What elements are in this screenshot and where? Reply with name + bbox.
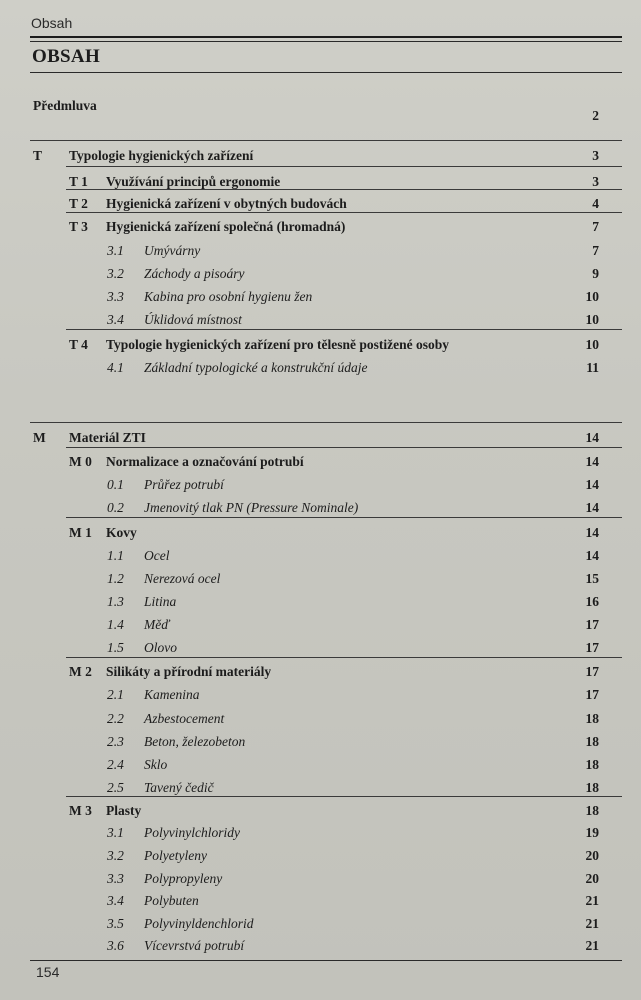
toc-entry [0, 638, 641, 658]
toc-entry-page: 3 [592, 148, 599, 163]
toc-entry-number: 1.4 [107, 617, 124, 632]
section-rule [30, 422, 622, 423]
toc-entry-title: Polyvinylchloridy [144, 825, 240, 840]
toc-entry-number: T 4 [69, 337, 88, 352]
toc-entry-page: 2 [592, 108, 599, 123]
toc-entry-page: 9 [592, 266, 599, 281]
toc-entry-title: Úklidová místnost [144, 312, 242, 327]
toc-entry-page: 14 [585, 500, 599, 515]
subsection-rule [66, 212, 622, 213]
toc-entry-title: Typologie hygienických zařízení [69, 148, 254, 163]
toc-entry-page: 17 [585, 640, 599, 655]
toc-entry-title: Typologie hygienických zařízení pro tělesně postižené osoby [106, 337, 449, 352]
footer-rule [30, 960, 622, 961]
toc-entry-title: Litina [144, 594, 177, 609]
toc-entry [0, 310, 641, 330]
toc-entry-page: 4 [592, 196, 599, 211]
toc-entry [0, 287, 641, 307]
toc-entry-page: 17 [585, 664, 599, 679]
toc-entry [0, 428, 641, 448]
subsection-rule [66, 796, 622, 797]
running-head: Obsah [31, 15, 73, 31]
toc-entry-number: 3.4 [107, 893, 124, 908]
toc-entry [0, 869, 641, 889]
toc-entry-title: Olovo [144, 640, 177, 655]
toc-entry-number: 0.2 [107, 500, 124, 515]
subsection-rule [66, 329, 622, 330]
page-number: 154 [36, 964, 60, 980]
toc-entry-title: Využívání principů ergonomie [106, 174, 281, 189]
toc-entry-title: Azbestocement [144, 711, 225, 726]
toc-entry-page: 17 [585, 687, 599, 702]
toc-entry-number: M [33, 430, 46, 445]
toc-entry-title: Základní typologické a konstrukční údaje [144, 360, 368, 375]
toc-entry [0, 801, 641, 821]
toc-entry-number: T 3 [69, 219, 88, 234]
toc-entry [0, 823, 641, 843]
toc-entry-page: 10 [585, 289, 599, 304]
subsection-rule [66, 166, 622, 167]
toc-entry [0, 685, 641, 705]
toc-entry [0, 452, 641, 472]
toc-entry-page: 7 [592, 243, 599, 258]
subsection-rule [66, 189, 622, 190]
toc-entry-page: 14 [585, 454, 599, 469]
toc-entry [0, 755, 641, 775]
toc-entry [0, 475, 641, 495]
toc-entry [0, 936, 641, 956]
toc-entry-title: Průřez potrubí [144, 477, 224, 492]
toc-entry-number: 4.1 [107, 360, 124, 375]
toc-entry-page: 14 [585, 525, 599, 540]
toc-entry-title: Normalizace a označování potrubí [106, 454, 304, 469]
toc-entry-page: 21 [585, 916, 599, 931]
page-title: OBSAH [32, 46, 101, 67]
toc-entry-title: Hygienická zařízení společná (hromadná) [106, 219, 346, 234]
toc-entry [0, 546, 641, 566]
toc-entry-page: 21 [585, 893, 599, 908]
toc-entry [0, 194, 641, 214]
toc-entry-number: 3.3 [107, 289, 124, 304]
toc-entry-title: Plasty [106, 803, 142, 818]
toc-entry [0, 914, 641, 934]
toc-entry-title: Materiál ZTI [69, 430, 146, 445]
toc-entry [0, 662, 641, 682]
section-rule [30, 140, 622, 141]
toc-entry-number: M 1 [69, 525, 92, 540]
toc-entry [0, 732, 641, 752]
toc-entry-title: Polybuten [144, 893, 199, 908]
toc-entry [0, 615, 641, 635]
toc-entry-number: 3.5 [107, 916, 124, 931]
toc-entry [0, 569, 641, 589]
subsection-rule [66, 517, 622, 518]
toc-entry-page: 10 [585, 337, 599, 352]
toc-entry-page: 7 [592, 219, 599, 234]
toc-entry [0, 241, 641, 261]
toc-entry-number: T [33, 148, 43, 163]
toc-entry-number: 3.1 [107, 243, 124, 258]
toc-entry-number: 1.3 [107, 594, 124, 609]
toc-entry-number: 1.5 [107, 640, 124, 655]
toc-entry-title: Polyvinyldenchlorid [144, 916, 254, 931]
toc-entry-title: Hygienická zařízení v obytných budovách [106, 196, 347, 211]
toc-entry-page: 14 [585, 430, 599, 445]
toc-entry-title: Umývárny [144, 243, 201, 258]
toc-entry-number: M 2 [69, 664, 92, 679]
toc-entry [0, 335, 641, 355]
toc-entry-title: Ocel [144, 548, 170, 563]
toc-entry-page: 18 [585, 803, 599, 818]
toc-entry-page: 18 [585, 780, 599, 795]
toc-entry [0, 523, 641, 543]
toc-entry-number: 3.2 [107, 848, 124, 863]
toc-entry-number: M 0 [69, 454, 92, 469]
toc-entry-page: 18 [585, 711, 599, 726]
toc-entry-title: Tavený čedič [144, 780, 214, 795]
subsection-rule [66, 657, 622, 658]
toc-entry-page: 3 [592, 174, 599, 189]
toc-entry-number: T 2 [69, 196, 88, 211]
toc-entry [0, 709, 641, 729]
toc-entry-number: 3.4 [107, 312, 124, 327]
toc-entry-page: 11 [586, 360, 599, 375]
toc-entry [0, 96, 641, 123]
toc-entry-title: Předmluva [33, 98, 97, 113]
toc-entry-page: 14 [585, 477, 599, 492]
toc-entry-title: Polyetyleny [144, 848, 207, 863]
toc-entry-number: T 1 [69, 174, 88, 189]
toc-entry-title: Kovy [106, 525, 137, 540]
toc-entry [0, 264, 641, 284]
toc-entry [0, 891, 641, 911]
toc-entry-number: 3.3 [107, 871, 124, 886]
toc-entry-title: Kamenina [144, 687, 200, 702]
toc-entry-title: Sklo [144, 757, 168, 772]
toc-entry-title: Nerezová ocel [144, 571, 221, 586]
toc-entry-title: Vícevrstvá potrubí [144, 938, 245, 953]
toc-entry-number: 2.4 [107, 757, 124, 772]
toc-entry [0, 778, 641, 798]
toc-entry-page: 18 [585, 734, 599, 749]
title-rule [30, 72, 622, 73]
toc-entry-number: 2.5 [107, 780, 124, 795]
toc-entry-number: 2.1 [107, 687, 124, 702]
toc-entry-title: Měď [144, 617, 170, 632]
toc-entry-title: Záchody a pisoáry [144, 266, 245, 281]
toc-entry-page: 17 [585, 617, 599, 632]
toc-entry [0, 217, 641, 237]
toc-entry-number: 0.1 [107, 477, 124, 492]
toc-entry-number: 2.2 [107, 711, 124, 726]
toc-entry-title: Beton, železobeton [144, 734, 246, 749]
toc-entry-title: Polypropyleny [144, 871, 223, 886]
toc-entry [0, 592, 641, 612]
toc-entry-page: 20 [585, 848, 599, 863]
toc-entry-title: Silikáty a přírodní materiály [106, 664, 272, 679]
toc-entry-number: M 3 [69, 803, 92, 818]
toc-entry-number: 3.2 [107, 266, 124, 281]
toc-entry [0, 498, 641, 518]
toc-entry-number: 1.1 [107, 548, 124, 563]
toc-entry-page: 20 [585, 871, 599, 886]
toc-entry-page: 10 [585, 312, 599, 327]
toc-entry-title: Kabina pro osobní hygienu žen [144, 289, 313, 304]
toc-entry-page: 14 [585, 548, 599, 563]
toc-entry [0, 358, 641, 378]
toc-entry-number: 2.3 [107, 734, 124, 749]
toc-entry-page: 16 [585, 594, 599, 609]
toc-entry-number: 3.6 [107, 938, 124, 953]
toc-entry-number: 1.2 [107, 571, 124, 586]
subsection-rule [66, 447, 622, 448]
toc-entry [0, 846, 641, 866]
toc-entry-page: 21 [585, 938, 599, 953]
toc-entry-page: 18 [585, 757, 599, 772]
toc-entry-page: 19 [585, 825, 599, 840]
toc-entry [0, 146, 641, 166]
toc-entry-page: 15 [585, 571, 599, 586]
toc-entry-number: 3.1 [107, 825, 124, 840]
toc-entry-title: Jmenovitý tlak PN (Pressure Nominale) [144, 500, 359, 515]
header-rule [30, 36, 622, 38]
header-rule-thin [30, 41, 622, 42]
